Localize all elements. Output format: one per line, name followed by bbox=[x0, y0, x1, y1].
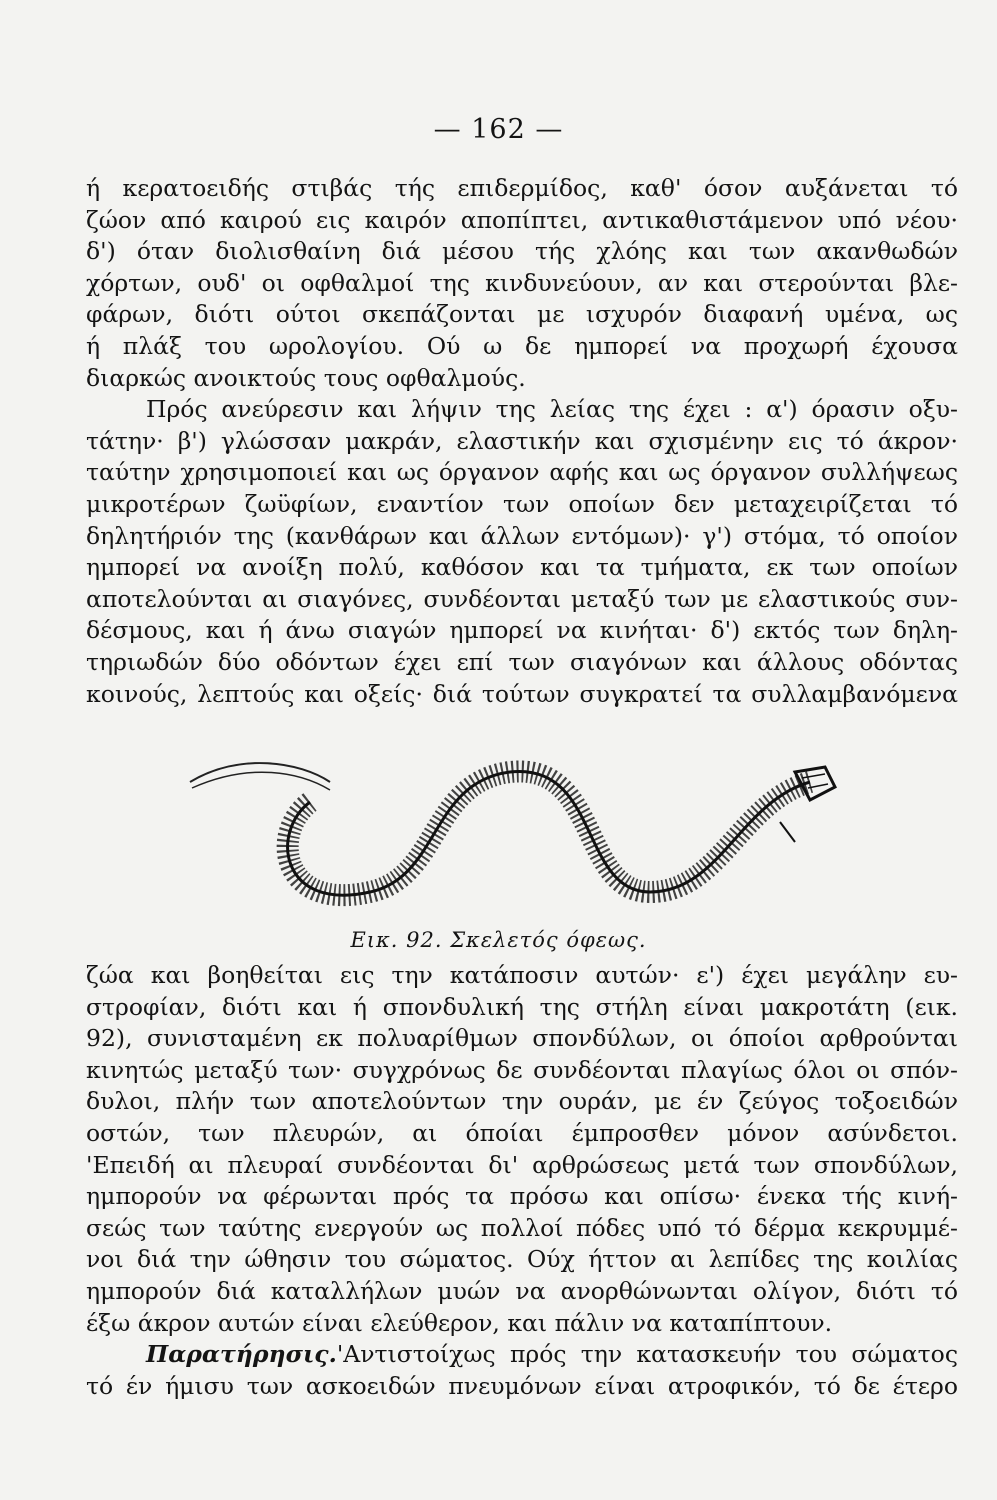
text-line: ημπορούν διά καταλλήλων μυών να ανορθώνωνται ολίγον, διότι τό bbox=[86, 1276, 958, 1305]
text-line: ζώον από καιρού εις καιρόν αποπίπτει, αντικαθιστάμενον υπό νέου· bbox=[86, 205, 958, 234]
upper-text-block bbox=[86, 173, 958, 710]
text-line: τάτην· β') γλώσσαν μακράν, ελαστικήν και σχισμένην εις τό άκρον· bbox=[86, 426, 958, 455]
text-line: σεώς των ταύτης ενεργούν ως πολλοί πόδες υπό τό δέρμα κεκρυμμέ- bbox=[86, 1213, 958, 1242]
lower-text-block bbox=[86, 960, 958, 1402]
text-line: ημπορούν να φέρωνται πρός τα πρόσω και οπίσω· ένεκα τής κινή- bbox=[86, 1182, 958, 1211]
text-line: τό έν ήμισυ των ασκοειδών πνευμόνων είναι ατροφικόν, τό δε έτερο bbox=[86, 1371, 958, 1400]
text-line: χόρτων, ουδ' οι οφθαλμοί της κινδυνεύουν, αν και στερούνται βλε- bbox=[86, 268, 958, 297]
snake-skeleton-figure bbox=[180, 742, 860, 932]
text-line: φάρων, διότι ούτοι σκεπάζονται με ισχυρόν διαφανή υμένα, ως bbox=[86, 300, 958, 329]
text-line: δ') όταν διολισθαίνη διά μέσου τής χλόης και των ακανθωδών bbox=[86, 237, 958, 266]
remark-text: 'Αντιστοίχως πρός την κατασκευήν του σώματος bbox=[336, 1340, 958, 1369]
text-line: 'Επειδή αι πλευραί συνδέονται δι' αρθρώσεως μετά των σπονδύλων, bbox=[86, 1150, 958, 1179]
text-line: στροφίαν, διότι και ή σπονδυλική της στήλη είναι μακροτάτη (εικ. bbox=[86, 992, 958, 1021]
text-line: Πρός ανεύρεσιν και λήψιν της λείας της έχει : α') όρασιν οξυ- bbox=[146, 395, 958, 424]
text-line: ταύτην χρησιμοποιεί και ως όργανον αφής και ως όργανον συλλήψεως bbox=[86, 458, 958, 487]
text-line: έξω άκρον αυτών είναι ελεύθερον, και πάλιν να καταπίπτουν. bbox=[86, 1308, 833, 1337]
remark-line bbox=[86, 1339, 958, 1371]
text-line: κοινούς, λεπτούς και οξείς· διά τούτων συγκρατεί τα συλλαμβανόμενα bbox=[86, 679, 958, 708]
text-line: ή πλάξ του ωρολογίου. Ού ω δε ημπορεί να προχωρή έχουσα bbox=[86, 331, 958, 360]
text-line: νοι διά την ώθησιν του σώματος. Ούχ ήττον αι λεπίδες της κοιλίας bbox=[86, 1245, 958, 1274]
text-line: ημπορεί να ανοίξη πολύ, καθόσον και τα τμήματα, εκ των οποίων bbox=[86, 553, 958, 582]
snake-skeleton-icon bbox=[180, 742, 860, 932]
text-line: ζώα και βοηθείται εις την κατάποσιν αυτών· ε') έχει μεγάλην ευ- bbox=[86, 961, 958, 989]
page-number: — 162 — bbox=[433, 114, 564, 145]
text-line: κινητώς μεταξύ των· συγχρόνως δε συνδέονται πλαγίως όλοι οι σπόν- bbox=[86, 1055, 958, 1084]
text-line: δυλοι, πλήν των αποτελούντων την ουράν, με έν ζεύγος τοξοειδών bbox=[86, 1087, 958, 1116]
text-line: διαρκώς ανοικτούς τους οφθαλμούς. bbox=[86, 363, 526, 392]
text-line: αποτελούνται αι σιαγόνες, συνδέονται μεταξύ των με ελαστικούς συν- bbox=[86, 584, 958, 613]
text-line: τηριωδών δύο οδόντων έχει επί των σιαγόνων και άλλους οδόντας bbox=[86, 647, 958, 676]
text-line: μικροτέρων ζωϋφίων, εναντίον των οποίων δεν μεταχειρίζεται τό bbox=[86, 489, 958, 518]
remark-label: Παρατήρησις. bbox=[146, 1340, 337, 1369]
figure-caption: Εικ. 92. Σκελετός όφεως. bbox=[350, 928, 647, 952]
text-line: δέσμους, και ή άνω σιαγών ημπορεί να κινήται· δ') εκτός των δηλη- bbox=[86, 616, 958, 645]
text-line: δηλητήριόν της (κανθάρων και άλλων εντόμων)· γ') στόμα, τό οποίον bbox=[86, 521, 958, 550]
text-line: οστών, των πλευρών, αι όποίαι έμπροσθεν μόνον ασύνδετοι. bbox=[86, 1118, 958, 1147]
text-line: 92), συνισταμένη εκ πολυαρίθμων σπονδύλων, οι όποίοι αρθρούνται bbox=[86, 1024, 958, 1053]
text-line: ή κερατοειδής στιβάς τής επιδερμίδος, καθ' όσον αυξάνεται τό bbox=[86, 174, 958, 202]
